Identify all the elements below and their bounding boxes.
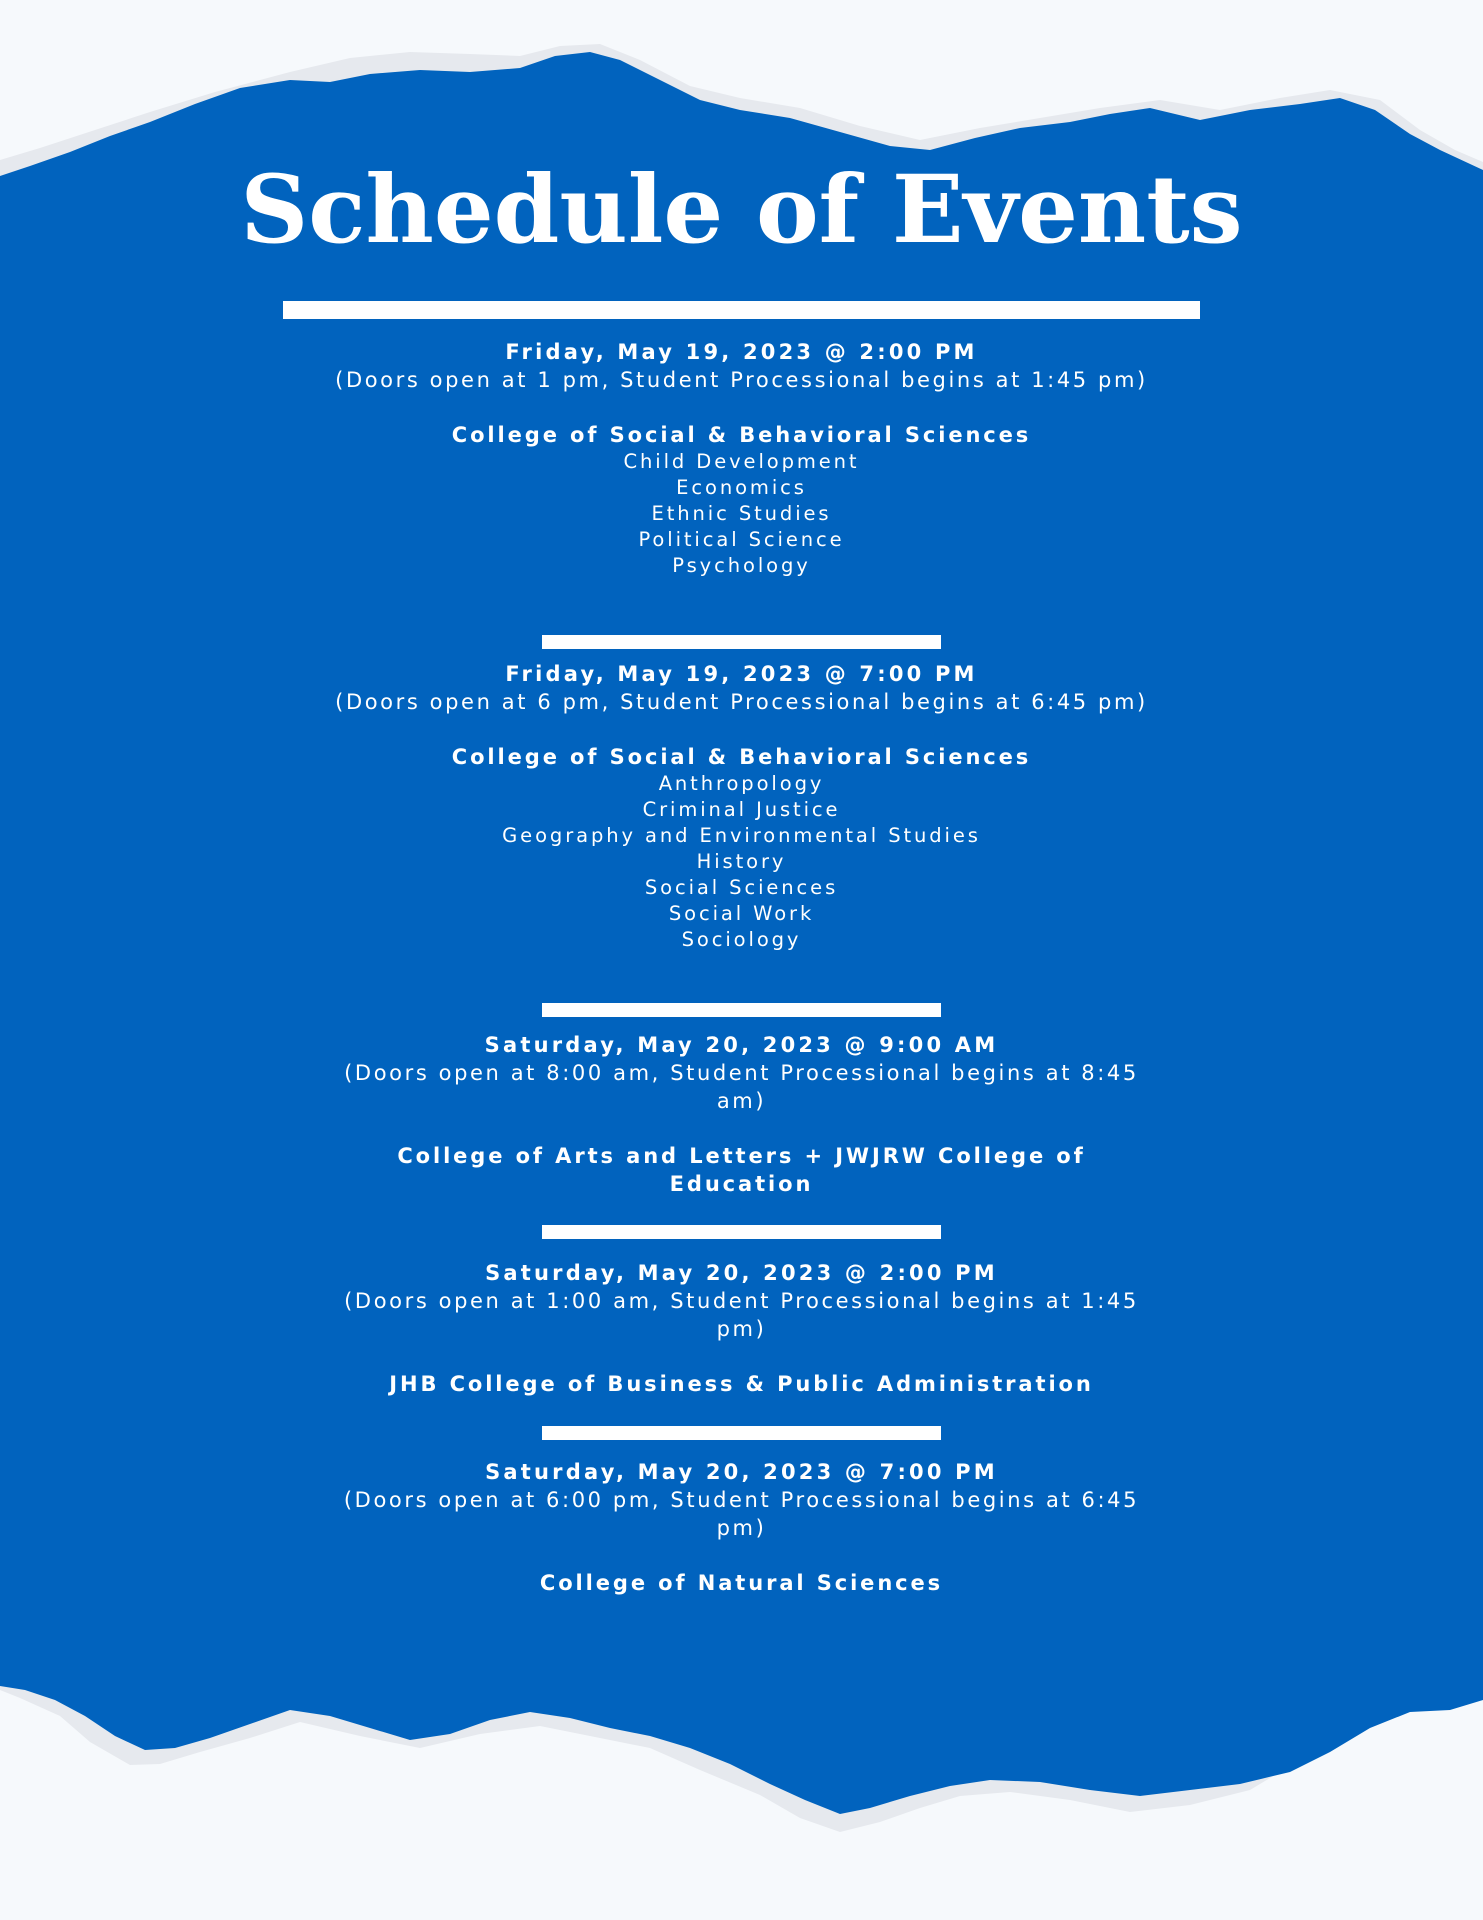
section-divider (542, 1426, 941, 1440)
event-block (330, 338, 1153, 579)
event-datetime: Friday, May 19, 2023 @ 2:00 PM (505, 340, 978, 364)
event-doors-info: (Doors open at 8:00 am, Student Processional begins at 8:45 am) (344, 1061, 1139, 1113)
department-item: Sociology (681, 928, 802, 951)
page-title: Schedule of Events (240, 155, 1243, 265)
department-item: Anthropology (658, 772, 825, 795)
event-datetime: Saturday, May 20, 2023 @ 9:00 AM (484, 1033, 999, 1057)
event-college: College of Social & Behavioral Sciences (451, 745, 1032, 769)
event-datetime: Saturday, May 20, 2023 @ 2:00 PM (485, 1261, 998, 1285)
event-college: JHB College of Business & Public Administration (389, 1372, 1094, 1396)
event-datetime: Friday, May 19, 2023 @ 7:00 PM (505, 662, 978, 686)
event-doors-info: (Doors open at 6 pm, Student Processional begins at 6:45 pm) (335, 690, 1148, 714)
department-item: Social Sciences (644, 876, 839, 899)
event-block (330, 660, 1153, 953)
department-item: Political Science (638, 528, 845, 551)
department-item: History (696, 850, 787, 873)
title-divider (283, 301, 1200, 319)
department-item: Child Development (623, 450, 860, 473)
event-college: College of Arts and Letters + JWJRW College of Education (397, 1144, 1086, 1196)
event-block (330, 1031, 1153, 1198)
department-item: Social Work (668, 902, 815, 925)
event-block (330, 1259, 1153, 1398)
department-item: Economics (676, 476, 807, 499)
department-item: Ethnic Studies (651, 502, 832, 525)
section-divider (542, 1225, 941, 1239)
event-college: College of Natural Sciences (539, 1571, 944, 1595)
event-datetime: Saturday, May 20, 2023 @ 7:00 PM (485, 1460, 998, 1484)
department-item: Criminal Justice (642, 798, 841, 821)
event-doors-info: (Doors open at 1 pm, Student Processional begins at 1:45 pm) (335, 368, 1148, 392)
event-doors-info: (Doors open at 6:00 pm, Student Processional begins at 6:45 pm) (343, 1488, 1140, 1540)
event-college: College of Social & Behavioral Sciences (451, 423, 1032, 447)
department-item: Geography and Environmental Studies (502, 824, 981, 847)
event-block (330, 1458, 1153, 1597)
section-divider (542, 635, 941, 649)
event-doors-info: (Doors open at 1:00 am, Student Processional begins at 1:45 pm) (344, 1289, 1139, 1341)
department-item: Psychology (672, 554, 811, 577)
section-divider (542, 1003, 941, 1017)
department-list (330, 771, 1153, 953)
department-list (330, 449, 1153, 579)
